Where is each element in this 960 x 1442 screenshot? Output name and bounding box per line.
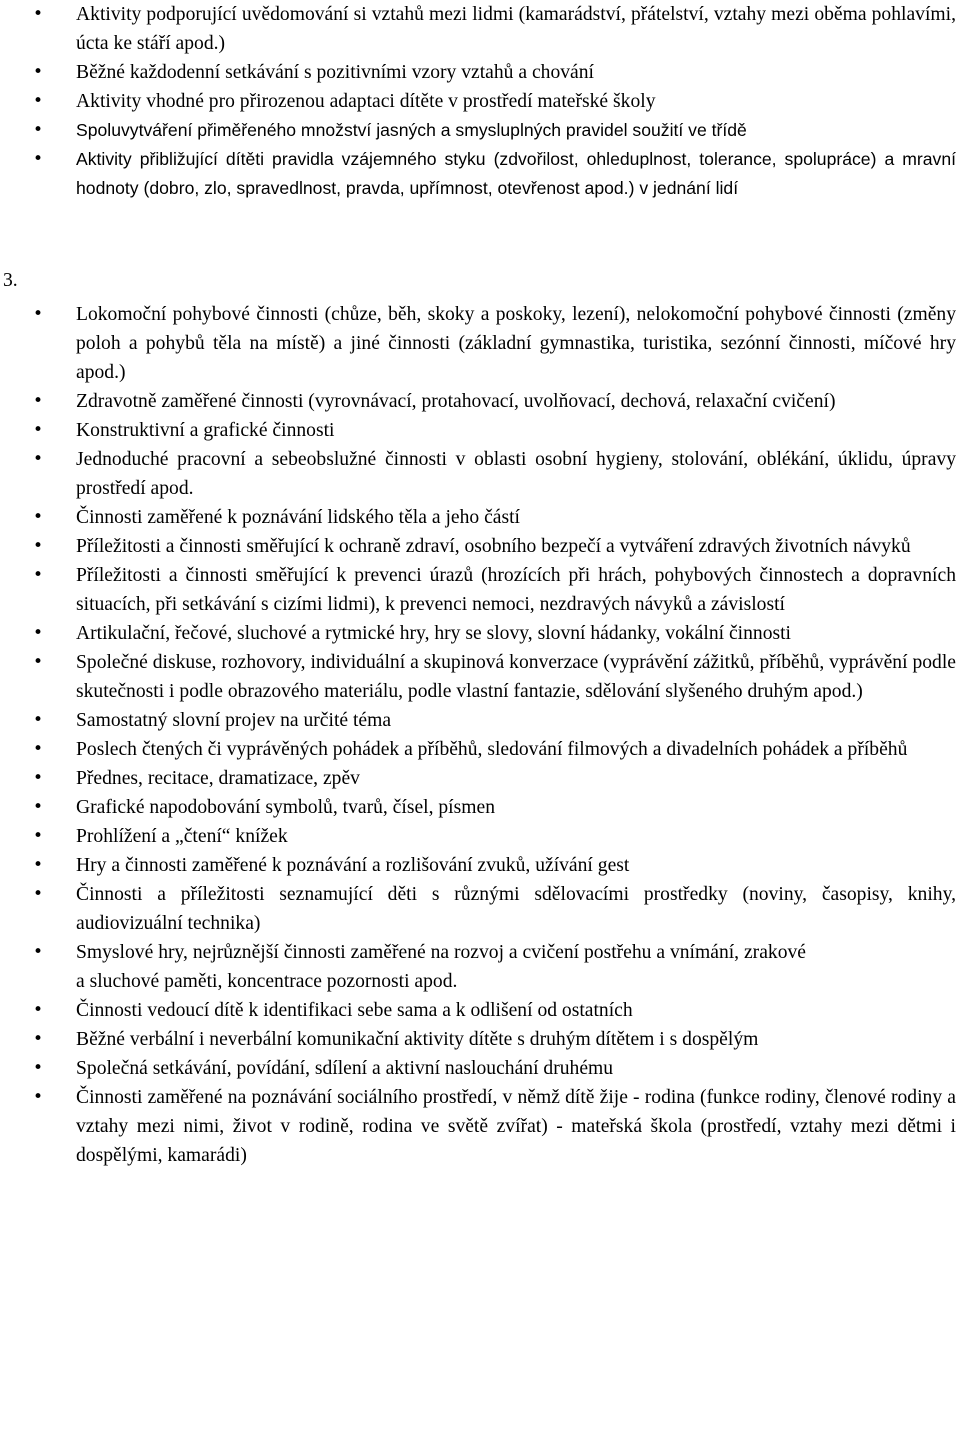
list-item: • Spoluvytváření přiměřeného množství jasných a smysluplných pravidel soužití ve třídě xyxy=(0,116,960,145)
list-item: • Aktivity vhodné pro přirozenou adaptaci dítěte v prostředí mateřské školy xyxy=(0,87,960,116)
list-item: • Artikulační, řečové, sluchové a rytmické hry, hry se slovy, slovní hádanky, vokální činnosti xyxy=(0,619,960,648)
list-item: • Příležitosti a činnosti směřující k ochraně zdraví, osobního bezpečí a vytváření zdravých životních návyků xyxy=(0,532,960,561)
bullet-list-relations xyxy=(0,0,960,203)
list-item: • Hry a činnosti zaměřené k poznávání a rozlišování zvuků, užívání gest xyxy=(0,851,960,880)
list-item: • Přednes, recitace, dramatizace, zpěv xyxy=(0,764,960,793)
list-item: • Zdravotně zaměřené činnosti (vyrovnávací, protahovací, uvolňovací, dechová, relaxační cvičení) xyxy=(0,387,960,416)
list-item: • Lokomoční pohybové činnosti (chůze, běh, skoky a poskoky, lezení), nelokomoční pohybové činnosti (změny poloh a pohybů těla na místě) a jiné činnosti (základní gymnastika, turistika, sezónní činnosti, míčové hry apod.) xyxy=(0,300,960,387)
list-item: • Společná setkávání, povídání, sdílení a aktivní naslouchání druhému xyxy=(0,1054,960,1083)
list-item: • Činnosti a příležitosti seznamující děti s různými sdělovacími prostředky (noviny, časopisy, knihy, audiovizuální technika) xyxy=(0,880,960,938)
list-item: • Činnosti zaměřené k poznávání lidského těla a jeho částí xyxy=(0,503,960,532)
list-item: • Grafické napodobování symbolů, tvarů, čísel, písmen xyxy=(0,793,960,822)
list-item: • Prohlížení a „čtení“ knížek xyxy=(0,822,960,851)
list-item: • Běžné každodenní setkávání s pozitivními vzory vztahů a chování xyxy=(0,58,960,87)
list-item: • Příležitosti a činnosti směřující k prevenci úrazů (hrozících při hrách, pohybových činnostech a dopravních situacích, při setkávání s cizími lidmi), k prevenci nemoci, nezdravých návyků a závislostí xyxy=(0,561,960,619)
list-item: • Běžné verbální i neverbální komunikační aktivity dítěte s druhým dítětem i s dospělým xyxy=(0,1025,960,1054)
list-item: • Činnosti vedoucí dítě k identifikaci sebe sama a k odlišení od ostatních xyxy=(0,996,960,1025)
list-item: • Společné diskuse, rozhovory, individuální a skupinová konverzace (vyprávění zážitků, příběhů, vyprávění podle skutečnosti i podle obrazového materiálu, podle vlastní fantazie, sdělování slyšeného druhým apod.) xyxy=(0,648,960,706)
list-item: • Poslech čtených či vyprávěných pohádek a příběhů, sledování filmových a divadelních pohádek a příběhů xyxy=(0,735,960,764)
list-item: • Samostatný slovní projev na určité téma xyxy=(0,706,960,735)
list-item: • Aktivity přibližující dítěti pravidla vzájemného styku (zdvořilost, ohleduplnost, tolerance, spolupráce) a mravní hodnoty (dobro, zlo, spravedlnost, pravda, upřímnost, otevřenost apod.) v jednání lidí xyxy=(0,145,960,203)
list-item: • Aktivity podporující uvědomování si vztahů mezi lidmi (kamarádství, přátelství, vztahy mezi oběma pohlavími, úcta ke stáří apod.) xyxy=(0,0,960,58)
section-number: 3. xyxy=(3,270,18,291)
list-item: • Smyslové hry, nejrůznější činnosti zaměřené na rozvoj a cvičení postřehu a vnímání, zrakové a sluchové paměti, koncentrace pozornosti apod. xyxy=(0,938,960,996)
bullet-list-activities xyxy=(0,300,960,1170)
list-item: • Jednoduché pracovní a sebeobslužné činnosti v oblasti osobní hygieny, stolování, oblékání, úklidu, úpravy prostředí apod. xyxy=(0,445,960,503)
list-item: • Činnosti zaměřené na poznávání sociálního prostředí, v němž dítě žije - rodina (funkce rodiny, členové rodiny a vztahy mezi nimi, život v rodině, rodina ve světě zvířat) - mateřská škola (prostředí, vztahy mezi dětmi i dospělými, kamarádi) xyxy=(0,1083,960,1170)
list-item: • Konstruktivní a grafické činnosti xyxy=(0,416,960,445)
